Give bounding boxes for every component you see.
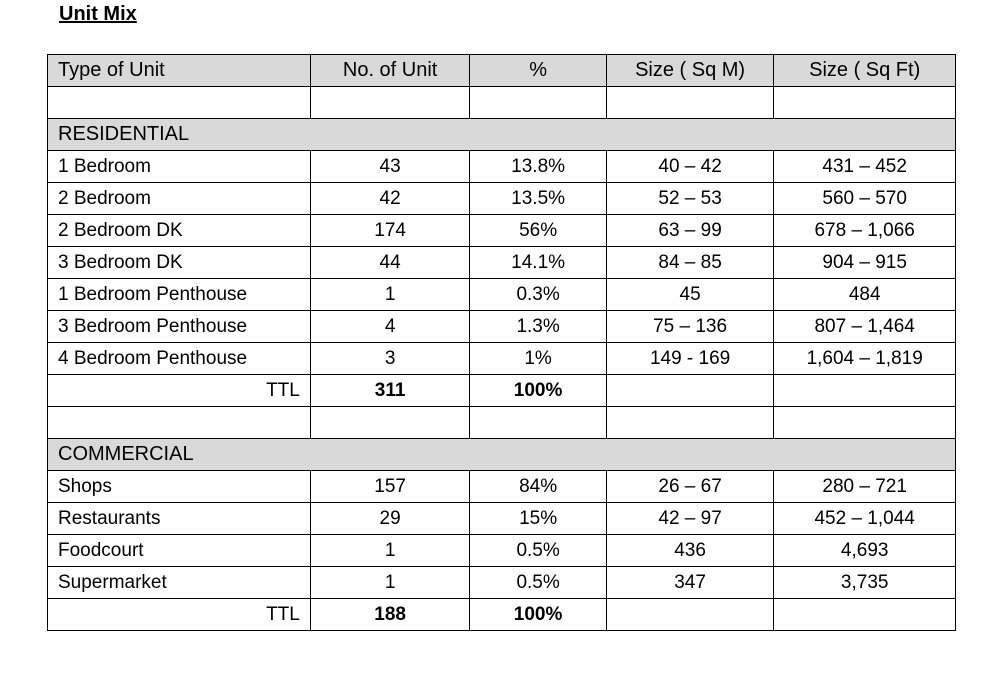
cell-type: Restaurants: [48, 503, 311, 535]
cell-pct: 0.3%: [470, 279, 606, 311]
table-row: [48, 215, 956, 247]
header-type-of-unit: Type of Unit: [48, 55, 311, 87]
cell-type: 4 Bedroom Penthouse: [48, 343, 311, 375]
table-row: [48, 503, 956, 535]
header-no-of-unit: No. of Unit: [310, 55, 470, 87]
table-row: [48, 151, 956, 183]
cell-num: 4: [310, 311, 470, 343]
total-label: TTL: [48, 599, 311, 631]
header-size-sqft: Size ( Sq Ft): [774, 55, 956, 87]
table-row: [48, 535, 956, 567]
table-row: [48, 471, 956, 503]
cell-pct: 84%: [470, 471, 606, 503]
cell-sqft: 280 – 721: [774, 471, 956, 503]
cell-sqm: 52 – 53: [606, 183, 774, 215]
cell-sqft: 560 – 570: [774, 183, 956, 215]
table-row: [48, 343, 956, 375]
cell-sqft: 484: [774, 279, 956, 311]
section-row-residential: [48, 119, 956, 151]
cell-pct: 13.8%: [470, 151, 606, 183]
cell-type: Foodcourt: [48, 535, 311, 567]
page-title: Unit Mix: [59, 3, 137, 25]
table-row: [48, 247, 956, 279]
cell-sqm: 75 – 136: [606, 311, 774, 343]
cell-num: 42: [310, 183, 470, 215]
cell-sqft: 678 – 1,066: [774, 215, 956, 247]
cell-type: Supermarket: [48, 567, 311, 599]
cell-type: 2 Bedroom: [48, 183, 311, 215]
table-row: [48, 567, 956, 599]
cell-num: 29: [310, 503, 470, 535]
cell-pct: 14.1%: [470, 247, 606, 279]
total-num: 188: [310, 599, 470, 631]
cell-pct: 15%: [470, 503, 606, 535]
cell-pct: 1%: [470, 343, 606, 375]
total-pct: 100%: [470, 375, 606, 407]
header-size-sqm: Size ( Sq M): [606, 55, 774, 87]
total-row-commercial: [48, 599, 956, 631]
blank-row: [48, 87, 956, 119]
cell-type: 3 Bedroom Penthouse: [48, 311, 311, 343]
cell-num: 3: [310, 343, 470, 375]
cell-pct: 1.3%: [470, 311, 606, 343]
total-num: 311: [310, 375, 470, 407]
header-percent: %: [470, 55, 606, 87]
cell-sqm: 42 – 97: [606, 503, 774, 535]
cell-num: 44: [310, 247, 470, 279]
cell-num: 174: [310, 215, 470, 247]
table-row: [48, 279, 956, 311]
cell-sqm: 436: [606, 535, 774, 567]
cell-sqft: 431 – 452: [774, 151, 956, 183]
section-label-commercial: COMMERCIAL: [48, 439, 956, 471]
cell-type: 1 Bedroom: [48, 151, 311, 183]
section-row-commercial: [48, 439, 956, 471]
cell-num: 1: [310, 279, 470, 311]
cell-sqm: 347: [606, 567, 774, 599]
cell-sqft: 452 – 1,044: [774, 503, 956, 535]
total-pct: 100%: [470, 599, 606, 631]
cell-sqft: 904 – 915: [774, 247, 956, 279]
cell-pct: 13.5%: [470, 183, 606, 215]
cell-sqft: 3,735: [774, 567, 956, 599]
cell-num: 1: [310, 535, 470, 567]
section-label-residential: RESIDENTIAL: [48, 119, 956, 151]
cell-num: 157: [310, 471, 470, 503]
table-row: [48, 311, 956, 343]
cell-type: Shops: [48, 471, 311, 503]
cell-type: 2 Bedroom DK: [48, 215, 311, 247]
cell-sqm: 149 - 169: [606, 343, 774, 375]
cell-sqm: 63 – 99: [606, 215, 774, 247]
cell-pct: 56%: [470, 215, 606, 247]
cell-sqm: 45: [606, 279, 774, 311]
cell-sqft: 807 – 1,464: [774, 311, 956, 343]
table-row: [48, 183, 956, 215]
cell-sqft: 1,604 – 1,819: [774, 343, 956, 375]
cell-num: 1: [310, 567, 470, 599]
cell-type: 1 Bedroom Penthouse: [48, 279, 311, 311]
table-header-row: [48, 55, 956, 87]
cell-pct: 0.5%: [470, 567, 606, 599]
unit-mix-table: [47, 54, 956, 631]
cell-num: 43: [310, 151, 470, 183]
total-row-residential: [48, 375, 956, 407]
cell-pct: 0.5%: [470, 535, 606, 567]
total-label: TTL: [48, 375, 311, 407]
cell-type: 3 Bedroom DK: [48, 247, 311, 279]
blank-row: [48, 407, 956, 439]
cell-sqft: 4,693: [774, 535, 956, 567]
cell-sqm: 26 – 67: [606, 471, 774, 503]
cell-sqm: 40 – 42: [606, 151, 774, 183]
cell-sqm: 84 – 85: [606, 247, 774, 279]
